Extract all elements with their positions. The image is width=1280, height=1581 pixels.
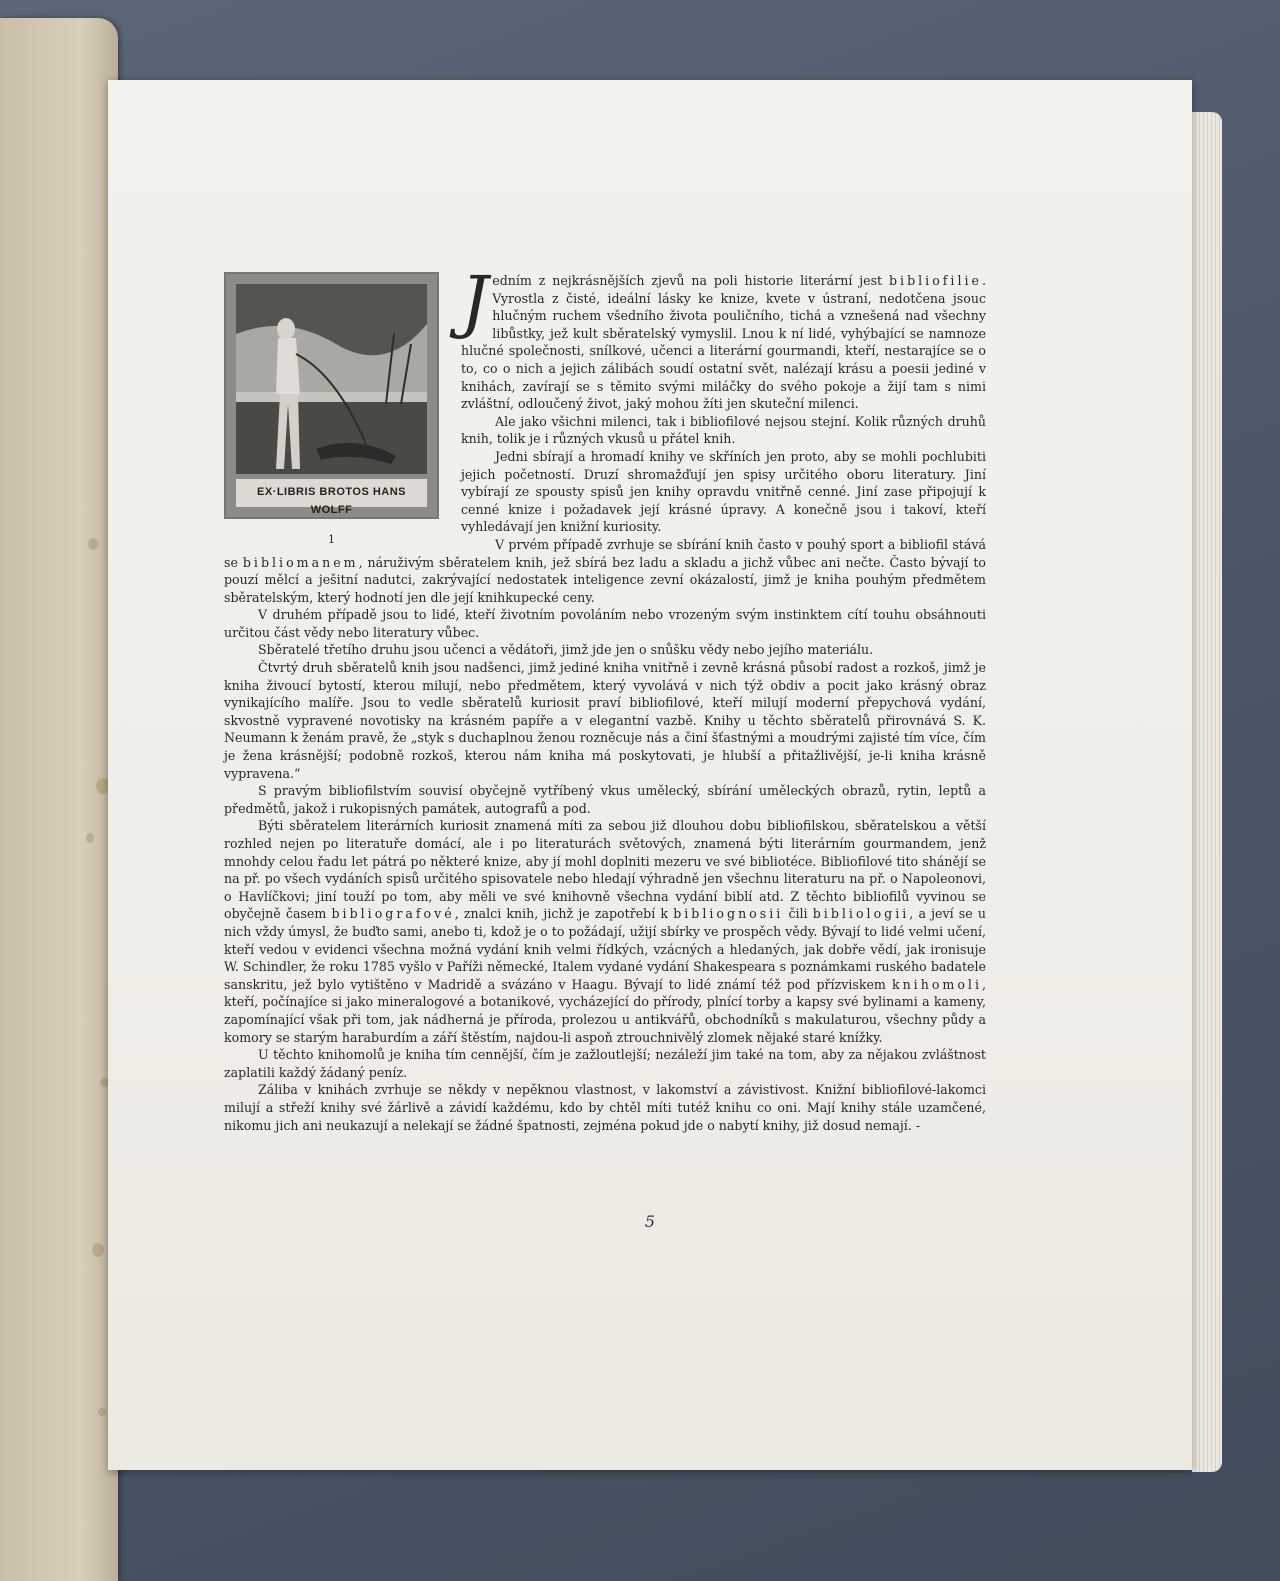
paragraph-9: Býti sběratelem literárních kuriosit znamená míti za sebou již dlouhou dobu bibliofilskou, sběratelskou a větší rozhled nejen po literatuře domácí, ale i po literaturách světových, znamená býti literárním gourmandem, jenž mnohdy celou řadu let pátrá po některé knize, aby jí mohl doplniti mezeru ve své bibliotéce. Bibliofilové tito shánějí se na př. po všech vydáních spisů určitého spisovatele nebo hledají výhradně jen všechnu literaturu na př. o Napoleonovi, o Havlíčkovi; jiní touží po tom, aby měli ve své knihovně všechna vydání biblí atd. Z těchto bibliofilů vyvinou se obyčejně časem bibliografové, znalci knih, jichž je zapotřebí k bibliognosii čili bibliologii, a jeví se u nich vždy úmysl, že buďto sami, anebo ti, kdož je o to požádají, užijí sbírky ve prospěch vědy. Bývají to lidé velmi učení, kteří vedou v evidenci všechna možná vydání knih velmi řídkých, vzácných a hledaných, jak dobře vědí, jak ironisuje W. Schindler, že roku 1785 vyšlo v Paříži německé, Italem vydané vydání Shakespeara s poznámkami ruského badatele sanskritu, jež bylo vytištěno v Madridě a svázáno v Haagu. Bývají to lidé známí též pod přízviskem knihomoli, kteří, počínajíce si jako mineralogové a botanikové, vycházející do přírody, plnící torby a kapsy své bylinami a kameny, zapomínající však při tom, jak nádherná je příroda, prolezou u antikvářů, obchodníků s makulaturou, všechny půdy a komory se starým haraburdím a září štěstím, najdou-li aspoň ztrouchnivělý zlomek nějaké staré knížky.: [224, 818, 986, 1045]
paragraph-6: Sběratelé třetího druhu jsou učenci a vědátoři, jimž jde jen o snůšku vědy nebo jejího materiálu.: [258, 642, 874, 658]
article-body: [224, 263, 987, 1134]
page-number: 5: [644, 1212, 656, 1231]
paragraph-11: Záliba v knihách zvrhuje se někdy v nepěknou vlastnost, v lakomství a závistivost. Knižní bibliofilové-lakomci milují a střeží knihy své žárlivě a závidí každému, kdo by chtěl míti tutéž knihu co oni. Mají knihy stále uzamčené, nikomu jich ani neukazují a nelekají se žádné špatnosti, zejména pokud jde o nabytí knihy, již dosud nemají. -: [224, 1082, 986, 1133]
exlibris-image: [224, 272, 439, 519]
left-page-edge: [0, 18, 118, 1581]
exlibris-plate: [224, 272, 439, 549]
paragraph-8: S pravým bibliofilstvím souvisí obyčejně vytříbený vkus umělecký, sbírání uměleckých obrazů, rytin, leptů a předmětů, jakož i rukopisných památek, autografů a pod.: [224, 783, 986, 816]
paragraph-7: Čtvrtý druh sběratelů knih jsou nadšenci, jimž jediné kniha vnitřně i zevně krásná působí radost a rozkoš, jimž je kniha živoucí bytostí, kterou milují, nebo předmětem, který vyvolává v nich týž obdiv a pocit jako krásný obraz vynikajícího malíře. Jsou to vedle sběratelů kuriosit praví bibliofilové, kteří milují moderní přepychová vydání, skvostně vypravené novotisky na krásném papíře a v elegantní vazbě. Knihy u těchto sběratelů přirovnává S. K. Neumann k ženám pravě, že „styk s duchaplnou ženou rozněcuje nás a činí šťastnými a moudrými zajisté tím více, čím je žena krásnější; podobně rozkoš, kterou nám kniha má poskytovati, je hlubší a přitažlivější, je-li kniha krásně vypravena.“: [224, 660, 986, 781]
page-stack-edge: [1192, 112, 1222, 1472]
paragraph-2: Ale jako všichni milenci, tak i bibliofilové nejsou stejní. Kolik různých druhů knih, tolik je i různých vkusů u přátel knih.: [461, 413, 986, 447]
paragraph-3: Jedni sbírají a hromadí knihy ve skříních jen proto, aby se mohli pochlubiti jejich početností. Druzí shromažďují jen spisy určitého oboru literatury. Jiní vybírají ze spousty spisů jen knihy opravdu vnitřně cenné. Jiní zase připojují k cenné knize i požadavek její krásné úpravy. A konečně jsou i takoví, kteří vyhledávají jen knižní kuriosity.: [461, 448, 986, 535]
plate-number: 1: [328, 533, 335, 546]
book-page: [108, 80, 1192, 1470]
paragraph-4: V prvém případě zvrhuje se sbírání knih často v pouhý sport a bibliofil stává se bibliomanem, náruživým sběratelem knih, jež sbírá bez ladu a skladu a jichž vůbec ani nečte. Často bývají to pouzí mělcí a ješitní nadutci, zakrývající nedostatek inteligence zevní okázalostí, jimž je kniha pouhým předmětem sběratelským, který hodnotí jen dle její knihkupecké ceny.: [224, 536, 987, 605]
paragraph-10: U těchto knihomolů je kniha tím cennější, čím je zažloutlejší; nezáleží jim také na tom, aby za nějakou zvláštnost zaplatili každý žádaný peníz.: [224, 1047, 986, 1080]
drop-cap: J: [461, 263, 489, 342]
paragraph-1: Jedním z nejkrásnějších zjevů na poli historie literární jest bibliofilie. Vyrostla z čisté, ideální lásky ke knize, kvete v ústraní, nedotčena jsouc hlučným ruchem všedního života pouličního, tichá a vznešená nad všechny libůstky, jež kult sběratelský vymyslil. Lnou k ní lidé, vyhýbající se namnoze hlučné společnosti, snílkové, učenci a literární gourmandi, kteří, nestarajíce se o to, co o nich a jejich zálibách soudí ostatní svět, nalézají krásu a poesii jediné v knihách, zavírají se s těmito svými miláčky do svého pokoje a žijí tam s nimi zvláštní, odloučený život, jaký mohou žíti jen skuteční milenci.: [461, 263, 986, 412]
exlibris-inscription: EX·LIBRIS BROTOS HANS WOLFF: [256, 486, 407, 516]
paragraph-5: V druhém případě jsou to lidé, kteří životním povoláním nebo vrozeným svým instinktem cítí touhu obsáhnouti určitou část vědy nebo literatury vůbec.: [224, 607, 986, 640]
